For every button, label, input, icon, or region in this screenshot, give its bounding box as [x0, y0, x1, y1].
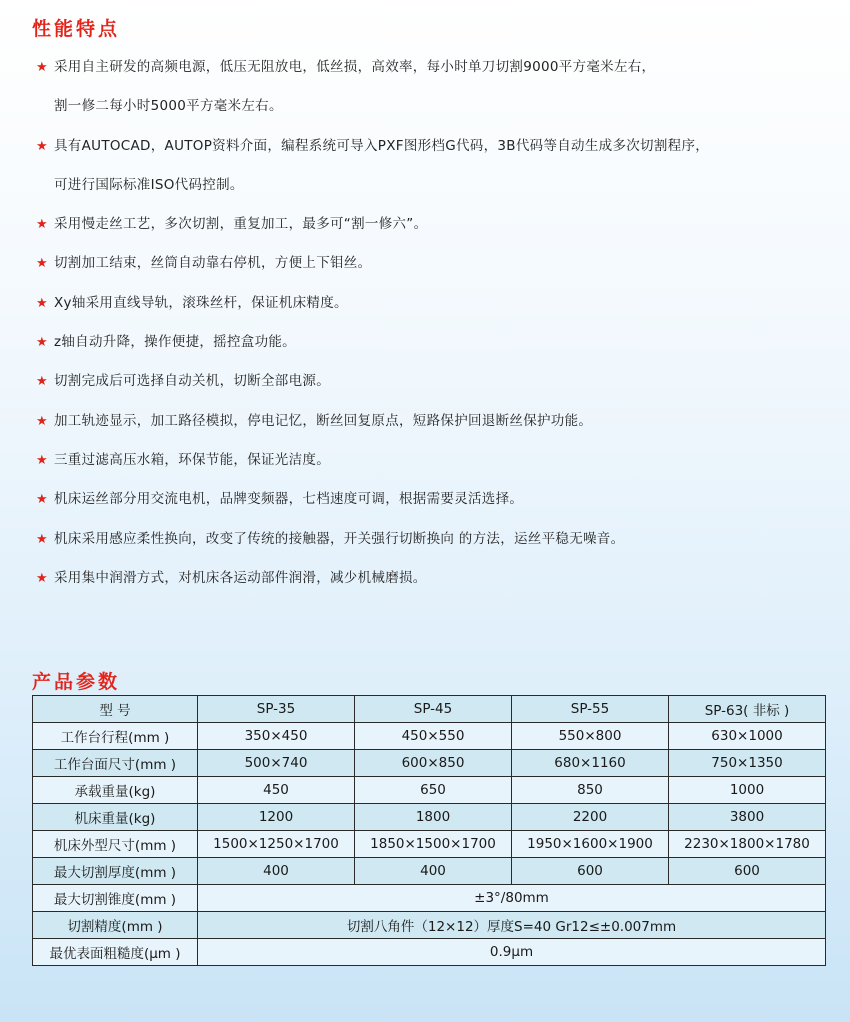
row-label-cell: 最大切割锥度(mm )	[33, 885, 198, 912]
spec-row	[33, 804, 826, 831]
spec-row	[33, 831, 826, 858]
value-cell: SP-55	[512, 696, 669, 723]
params-title: 产品参数	[32, 671, 121, 693]
value-cell: 350×450	[198, 723, 355, 750]
feature-item	[36, 441, 826, 480]
feature-text: 三重过滤高压水箱，环保节能，保证光洁度。	[54, 451, 330, 468]
value-cell: 切割八角件（12×12）厚度S=40 Gr12≤±0.007mm	[198, 912, 826, 939]
value-cell: 1950×1600×1900	[512, 831, 669, 858]
feature-item	[36, 127, 826, 206]
value-cell: ±3°/80mm	[198, 885, 826, 912]
feature-text: z轴自动升降，操作便捷，摇控盒功能。	[54, 334, 296, 351]
star-icon: ★	[36, 335, 48, 351]
star-icon: ★	[36, 531, 48, 547]
value-cell: 650	[355, 777, 512, 804]
value-cell: 600	[512, 858, 669, 885]
row-label-cell: 承载重量(kg)	[33, 777, 198, 804]
value-cell: 1000	[669, 777, 826, 804]
spec-row	[33, 723, 826, 750]
features-title: 性能特点	[32, 18, 121, 40]
spec-row-merged	[33, 912, 826, 939]
star-icon: ★	[36, 452, 48, 468]
row-label-cell: 机床外型尺寸(mm )	[33, 831, 198, 858]
star-icon: ★	[36, 256, 48, 272]
value-cell: 850	[512, 777, 669, 804]
feature-item	[36, 323, 826, 362]
feature-text: 采用自主研发的高频电源，低压无阻放电，低丝损，高效率，每小时单刀切割9000平方毫米左右，	[54, 59, 656, 75]
value-cell: 680×1160	[512, 750, 669, 777]
star-icon: ★	[36, 217, 48, 233]
value-cell: 400	[198, 858, 355, 885]
spec-row	[33, 750, 826, 777]
feature-text: 切割加工结束，丝筒自动靠右停机，方便上下钼丝。	[54, 255, 372, 272]
value-cell: 600×850	[355, 750, 512, 777]
value-cell: 2230×1800×1780	[669, 831, 826, 858]
value-cell: 750×1350	[669, 750, 826, 777]
feature-item	[36, 402, 826, 441]
feature-list	[36, 48, 826, 598]
row-label-cell: 工作台行程(mm )	[33, 723, 198, 750]
value-cell: 1200	[198, 804, 355, 831]
feature-text: 具有AUTOCAD，AUTOP资料介面，编程系统可导入PXF图形档G代码，3B代码等自动生成多次切割程序，	[54, 137, 710, 154]
value-cell: 400	[355, 858, 512, 885]
value-cell: 630×1000	[669, 723, 826, 750]
feature-item	[36, 362, 826, 401]
feature-item	[36, 48, 826, 127]
star-icon: ★	[36, 295, 48, 311]
value-cell: 1850×1500×1700	[355, 831, 512, 858]
row-label-cell: 切割精度(mm )	[33, 912, 198, 939]
spec-row	[33, 858, 826, 885]
feature-item	[36, 480, 826, 519]
value-cell: SP-45	[355, 696, 512, 723]
feature-text: 采用慢走丝工艺，多次切割，重复加工，最多可“割一修六”。	[54, 216, 428, 233]
row-label-cell: 机床重量(kg)	[33, 804, 198, 831]
spec-row-merged	[33, 939, 826, 966]
star-icon: ★	[36, 138, 48, 154]
value-cell: SP-63( 非标 )	[669, 696, 826, 723]
feature-text: 加工轨迹显示，加工路径模拟，停电记忆，断丝回复原点，短路保护回退断丝保护功能。	[54, 412, 593, 429]
feature-text: 切割完成后可选择自动关机，切断全部电源。	[54, 373, 330, 390]
feature-text: Xy轴采用直线导轨，滚珠丝杆，保证机床精度。	[54, 294, 348, 311]
feature-item	[36, 244, 826, 283]
star-icon: ★	[36, 60, 48, 75]
star-icon: ★	[36, 492, 48, 508]
header-row	[33, 696, 826, 723]
value-cell: 2200	[512, 804, 669, 831]
row-label-cell: 工作台面尺寸(mm )	[33, 750, 198, 777]
row-label-cell: 最大切割厚度(mm )	[33, 858, 198, 885]
star-icon: ★	[36, 413, 48, 429]
value-cell: 450×550	[355, 723, 512, 750]
value-cell: SP-35	[198, 696, 355, 723]
row-label-cell: 型 号	[33, 696, 198, 723]
feature-item	[36, 205, 826, 244]
spec-row-merged	[33, 885, 826, 912]
feature-item	[36, 284, 826, 323]
spec-row	[33, 777, 826, 804]
feature-text: 采用集中润滑方式，对机床各运动部件润滑，减少机械磨损。	[54, 569, 427, 586]
feature-item	[36, 520, 826, 559]
value-cell: 500×740	[198, 750, 355, 777]
value-cell: 3800	[669, 804, 826, 831]
row-label-cell: 最优表面粗糙度(μm )	[33, 939, 198, 966]
value-cell: 1500×1250×1700	[198, 831, 355, 858]
feature-text-continued: 可进行国际标准ISO代码控制。	[54, 176, 244, 193]
value-cell: 550×800	[512, 723, 669, 750]
feature-text-continued: 割一修二每小时5000平方毫米左右。	[54, 98, 283, 115]
star-icon: ★	[36, 374, 48, 390]
feature-item	[36, 559, 826, 598]
value-cell: 450	[198, 777, 355, 804]
feature-text: 机床采用感应柔性换向，改变了传统的接触器，开关强行切断换向 的方法，运丝平稳无噪音。	[54, 530, 625, 547]
feature-text: 机床运丝部分用交流电机，品牌变频器，七档速度可调，根据需要灵活选择。	[54, 491, 524, 508]
star-icon: ★	[36, 570, 48, 586]
value-cell: 600	[669, 858, 826, 885]
value-cell: 1800	[355, 804, 512, 831]
value-cell: 0.9μm	[198, 939, 826, 966]
params-table	[32, 695, 826, 966]
